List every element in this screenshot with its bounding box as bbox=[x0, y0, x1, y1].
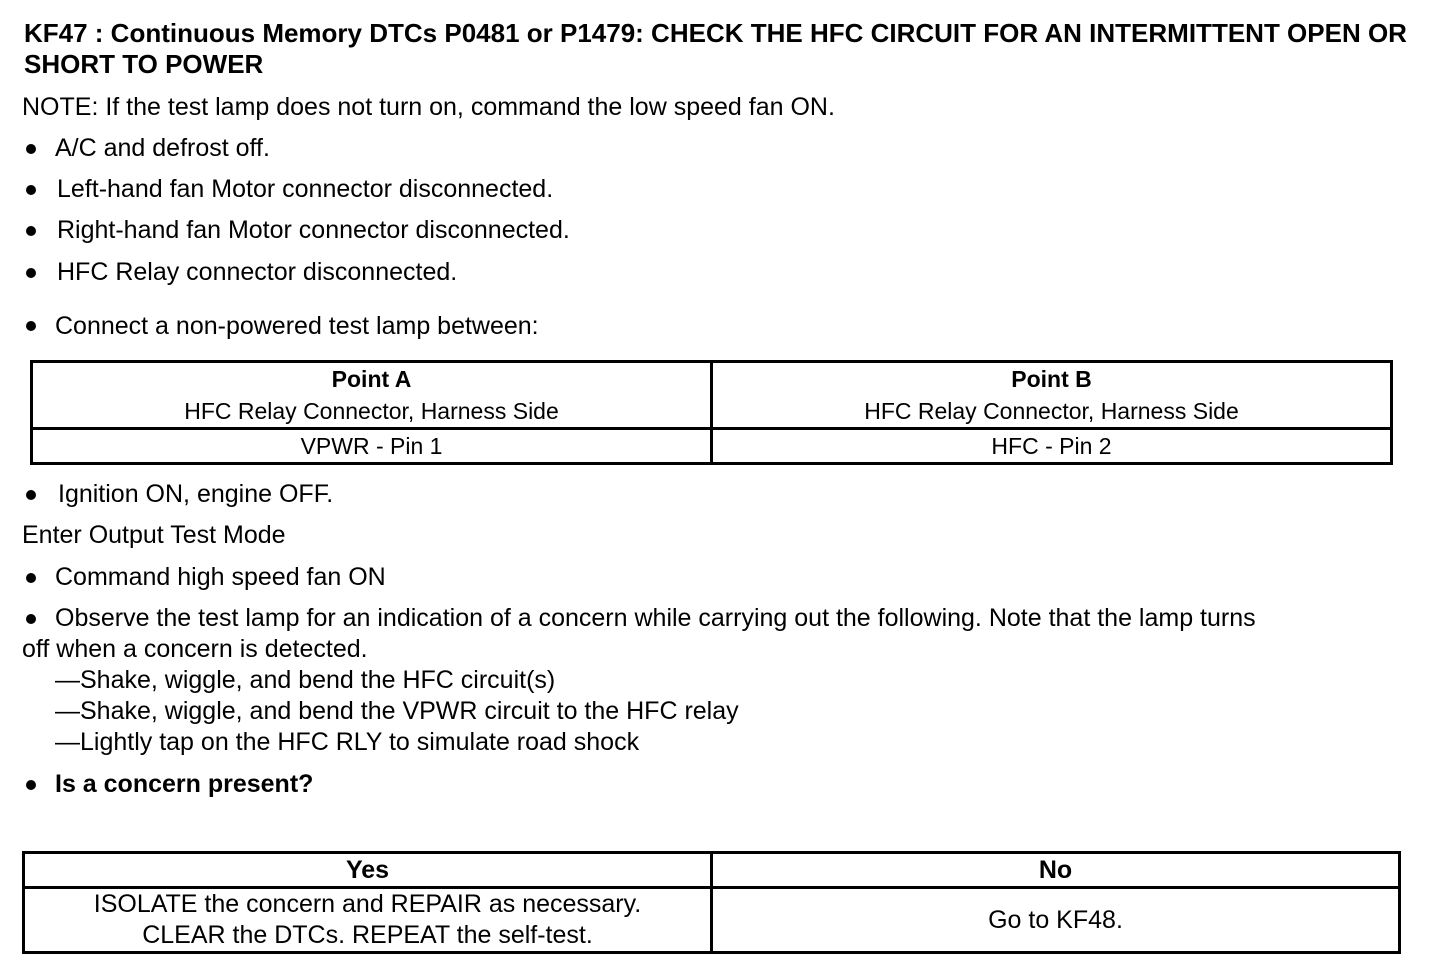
question-text: Is a concern present? bbox=[55, 770, 314, 798]
connect-step: Connect a non-powered test lamp between: bbox=[55, 312, 539, 340]
no-action: Go to KF48. bbox=[712, 888, 1400, 953]
ignition-step: Ignition ON, engine OFF. bbox=[58, 480, 334, 508]
action-item: —Shake, wiggle, and bend the VPWR circuit to the HFC relay bbox=[55, 697, 739, 725]
observe-text-line2: off when a concern is detected. bbox=[22, 635, 368, 663]
yes-action-line2: CLEAR the DTCs. REPEAT the self-test. bbox=[142, 921, 593, 949]
point-a-label: Point A bbox=[331, 366, 412, 392]
bullet-icon bbox=[26, 268, 36, 278]
procedure-title: KF47 : Continuous Memory DTCs P0481 or P1479: CHECK THE HFC CIRCUIT FOR AN INTERMITTENT OPEN OR SHORT TO POWER bbox=[24, 18, 1407, 79]
condition-item: Right-hand fan Motor connector disconnected. bbox=[57, 216, 570, 244]
answer-table bbox=[22, 851, 1401, 954]
yes-action-line1: ISOLATE the concern and REPAIR as necessary. bbox=[93, 890, 642, 918]
point-a-header bbox=[32, 362, 712, 429]
point-a-pin: VPWR - Pin 1 bbox=[32, 429, 712, 464]
condition-item: HFC Relay connector disconnected. bbox=[57, 258, 458, 286]
condition-item: A/C and defrost off. bbox=[55, 134, 270, 162]
point-b-label: Point B bbox=[1011, 366, 1092, 392]
no-header: No bbox=[712, 853, 1400, 888]
point-b-pin: HFC - Pin 2 bbox=[712, 429, 1392, 464]
point-b-location: HFC Relay Connector, Harness Side bbox=[864, 398, 1239, 424]
yes-header: Yes bbox=[24, 853, 712, 888]
bullet-icon bbox=[26, 144, 36, 154]
action-item: —Shake, wiggle, and bend the HFC circuit(s) bbox=[55, 666, 556, 694]
command-step: Command high speed fan ON bbox=[55, 563, 386, 591]
output-test-text: Enter Output Test Mode bbox=[22, 521, 286, 549]
point-a-location: HFC Relay Connector, Harness Side bbox=[184, 398, 559, 424]
observe-text-line1: Observe the test lamp for an indication of a concern while carrying out the following. Note that the lamp turns bbox=[55, 604, 1256, 632]
condition-item: Left-hand fan Motor connector disconnected. bbox=[57, 175, 554, 203]
action-item: —Lightly tap on the HFC RLY to simulate road shock bbox=[55, 728, 640, 756]
test-points-table bbox=[30, 360, 1393, 465]
bullet-icon bbox=[26, 321, 36, 331]
note-text: NOTE: If the test lamp does not turn on, command the low speed fan ON. bbox=[22, 93, 835, 121]
bullet-icon bbox=[26, 226, 36, 236]
bullet-icon bbox=[26, 780, 36, 790]
point-b-header bbox=[712, 362, 1392, 429]
bullet-icon bbox=[26, 614, 36, 624]
bullet-icon bbox=[26, 573, 36, 583]
bullet-icon bbox=[26, 185, 36, 195]
bullet-icon bbox=[26, 490, 36, 500]
yes-action bbox=[24, 888, 712, 953]
